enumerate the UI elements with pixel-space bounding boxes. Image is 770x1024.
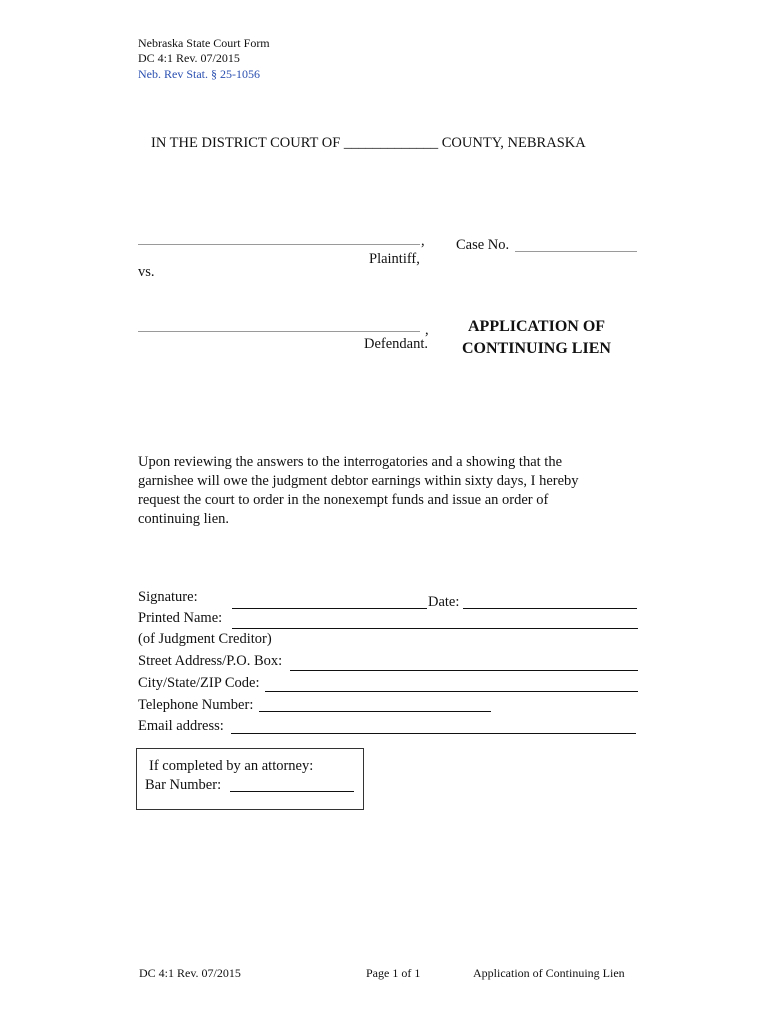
date-field[interactable] [463, 608, 637, 609]
email-label: Email address: [138, 718, 224, 734]
street-address-field[interactable] [290, 670, 638, 671]
defendant-name-field[interactable] [138, 331, 420, 332]
form-name: Nebraska State Court Form [138, 36, 270, 50]
footer-form-number: DC 4:1 Rev. 07/2015 [139, 966, 241, 980]
attorney-box [136, 748, 364, 810]
versus-label: vs. [138, 264, 155, 280]
case-no-label: Case No. [456, 237, 510, 253]
plaintiff-comma: , [421, 233, 425, 249]
form-number: DC 4:1 Rev. 07/2015 [138, 51, 240, 65]
attorney-box-heading: If completed by an attorney: [149, 758, 314, 774]
request-paragraph: Upon reviewing the answers to the interrogatories and a showing that the garnishee will owe the judgment debtor earnings within sixty days, I hereby request the court to order in the nonexempt funds and issue an order of continuing lien. [138, 454, 579, 527]
defendant-comma: , [425, 322, 429, 338]
title-line-1: APPLICATION OF [468, 318, 606, 335]
judgment-creditor-note: (of Judgment Creditor) [138, 631, 272, 647]
telephone-label: Telephone Number: [138, 697, 254, 713]
court-heading: IN THE DISTRICT COURT OF _____________ COUNTY, NEBRASKA [151, 135, 586, 151]
statute-link[interactable]: Neb. Rev Stat. § 25-1056 [138, 67, 260, 81]
signature-field[interactable] [232, 608, 427, 609]
title-line-2: CONTINUING LIEN [462, 340, 611, 357]
printed-name-label: Printed Name: [138, 610, 223, 626]
street-address-label: Street Address/P.O. Box: [138, 653, 283, 669]
city-state-zip-field[interactable] [265, 691, 638, 692]
case-no-field[interactable] [515, 251, 637, 252]
bar-number-field[interactable] [230, 791, 354, 792]
footer-page-number: Page 1 of 1 [366, 966, 421, 980]
signature-label: Signature: [138, 589, 198, 605]
footer-form-title: Application of Continuing Lien [473, 966, 625, 980]
city-state-zip-label: City/State/ZIP Code: [138, 675, 260, 691]
email-field[interactable] [231, 733, 636, 734]
defendant-label: Defendant. [364, 336, 429, 352]
plaintiff-name-field[interactable] [138, 244, 420, 245]
bar-number-label: Bar Number: [145, 777, 222, 793]
date-label: Date: [428, 594, 460, 610]
plaintiff-label: Plaintiff, [369, 251, 420, 267]
telephone-field[interactable] [259, 711, 491, 712]
printed-name-field[interactable] [232, 628, 638, 629]
